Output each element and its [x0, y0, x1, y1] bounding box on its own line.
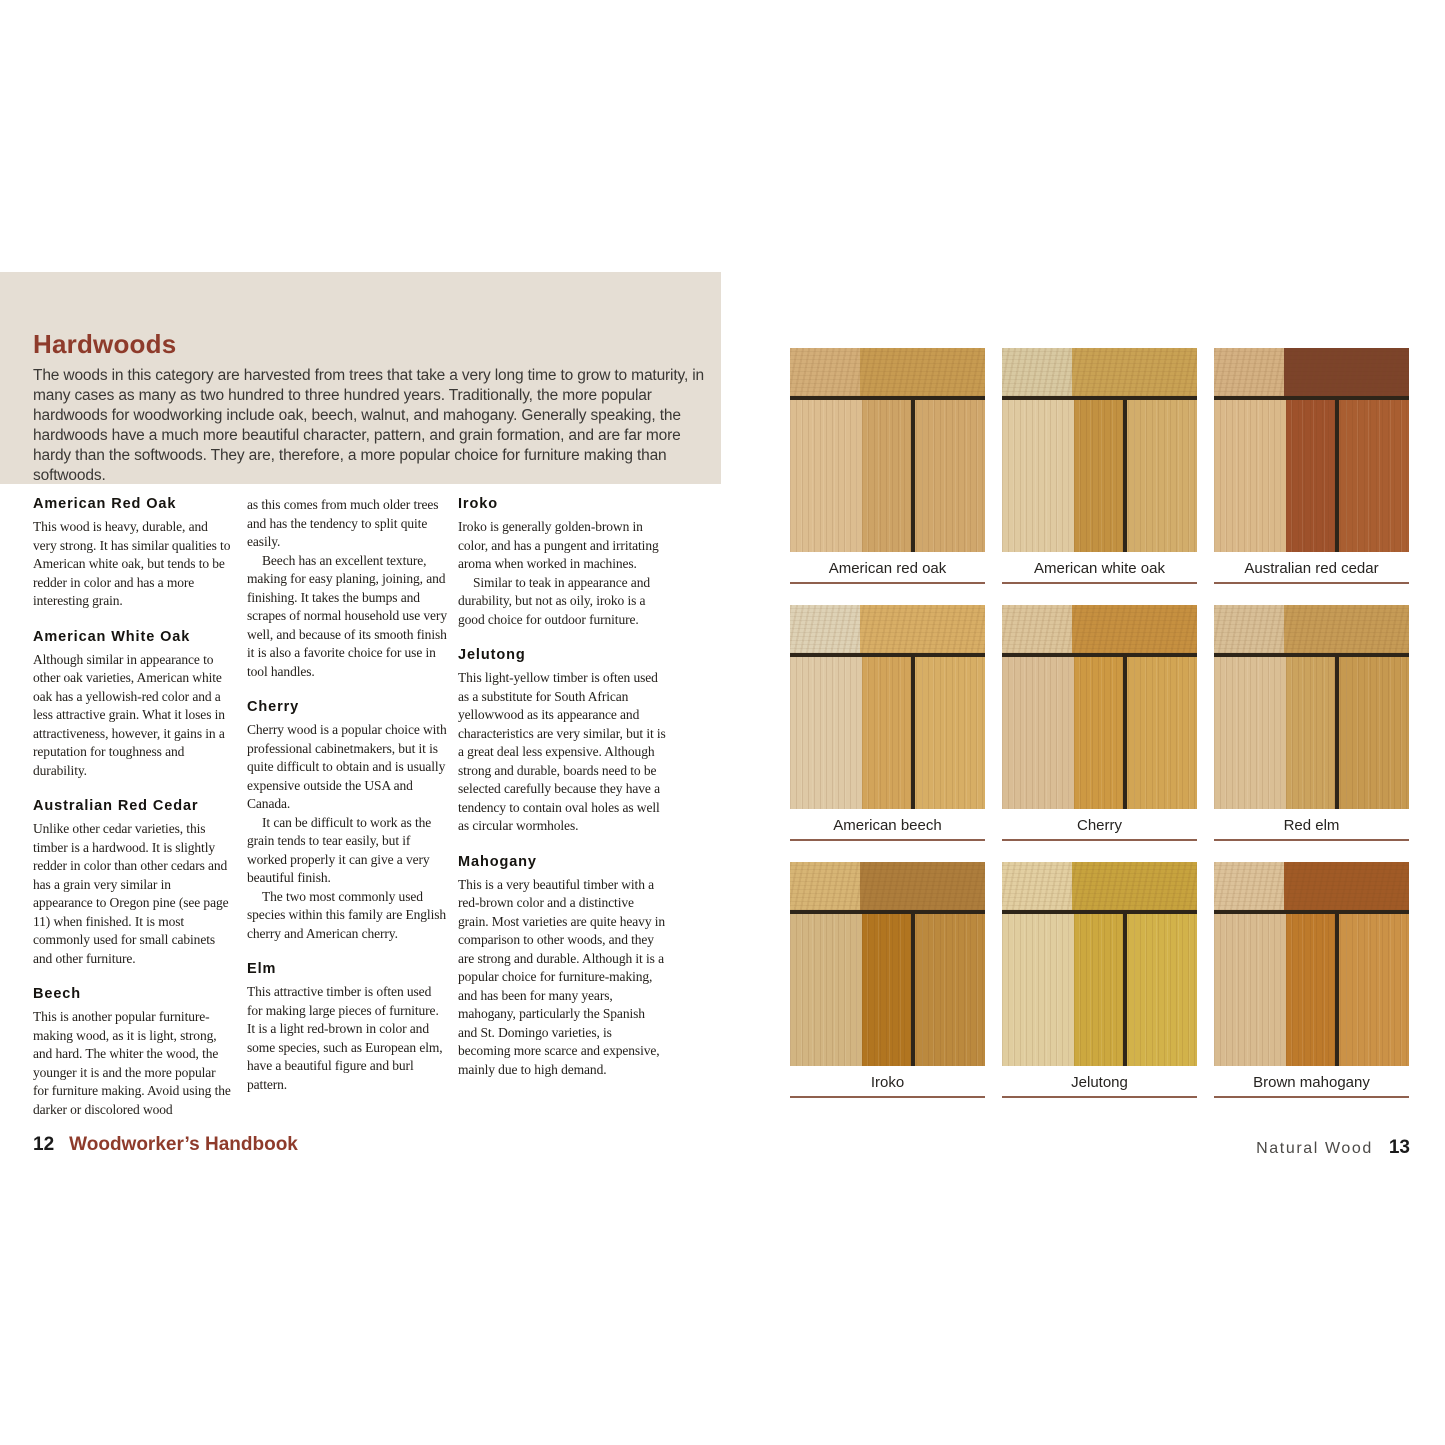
text-column-1 [33, 496, 232, 1119]
wood-paragraph: Cherry wood is a popular choice with professional cabinetmakers, but it is quite difficult to obtain and is usually expensive outside the USA and Canada. [247, 722, 447, 811]
end-grain-strip [790, 348, 985, 396]
wood-swatch-image [1214, 862, 1409, 1066]
wood-heading-cherry: Cherry [247, 699, 300, 715]
wood-swatch-image [1002, 862, 1197, 1066]
wood-swatch-image [1214, 348, 1409, 552]
wood-paragraph: This attractive timber is often used for making large pieces of furniture. It is a light red-brown in color and some species, such as European elm, have a beautiful figure and burl pattern. [247, 984, 443, 1092]
wood-sample-american-beech [790, 605, 985, 841]
caption-rule [1002, 582, 1197, 584]
wood-caption: American beech [833, 817, 942, 834]
wood-paragraph: Iroko is generally golden-brown in color, and has a pungent and irritating aroma when worked in machines. [458, 519, 659, 571]
wood-caption: Jelutong [1071, 1074, 1128, 1091]
face-grain [790, 914, 985, 1066]
book-title: Woodworker’s Handbook [69, 1134, 298, 1155]
wood-caption: American white oak [1034, 560, 1165, 577]
caption-rule [790, 1096, 985, 1098]
face-grain [1002, 914, 1197, 1066]
wood-sample-grid [790, 348, 1409, 1098]
wood-sample-american-red-oak [790, 348, 985, 584]
face-grain [1002, 400, 1197, 552]
wood-heading-jelutong: Jelutong [458, 647, 526, 663]
wood-heading-australian-red-cedar: Australian Red Cedar [33, 798, 199, 814]
wood-paragraph: Although similar in appearance to other oak varieties, American white oak has a yellowish-red color and a less attractive grain. What it loses in attractiveness, however, it gains in a reputation for toughness and durability. [33, 651, 225, 778]
wood-sample-australian-red-cedar [1214, 348, 1409, 584]
wood-paragraph: Similar to teak in appearance and durability, but not as oily, iroko is a good choice for outdoor furniture. [458, 574, 650, 627]
end-grain-strip [1002, 605, 1197, 653]
wood-caption: Australian red cedar [1244, 560, 1379, 577]
face-grain [1214, 914, 1409, 1066]
end-grain-strip [790, 862, 985, 910]
wood-paragraph: This wood is heavy, durable, and very strong. It has similar qualities to American white oak, but tends to be redder in color and has a more interesting grain. [33, 519, 231, 608]
wood-heading-american-white-oak: American White Oak [33, 628, 191, 645]
joint-line-vertical [911, 400, 915, 552]
wood-heading-mahogany: Mahogany [458, 853, 537, 870]
caption-rule [790, 839, 985, 841]
wood-caption: Brown mahogany [1253, 1074, 1370, 1091]
face-grain [790, 400, 985, 552]
joint-line-vertical [1335, 657, 1339, 809]
section-intro: The woods in this category are harvested from trees that take a very long time to grow to maturity, in many cases as many as two hundred to three hundred years. Traditionally, the more popular hardwoods for woodworking include oak, beech, walnut, and mahogany. Generally speaking, the hardwoods have a much more beautiful character, pattern, and grain formation, and are far more hardy than the softwoods. They are, therefore, a more popular choice for furniture making than softwoods. [33, 367, 705, 484]
wood-swatch-image [1002, 605, 1197, 809]
end-grain-strip [1214, 348, 1409, 396]
text-column-2 [247, 496, 449, 1094]
caption-rule [1214, 839, 1409, 841]
wood-caption: American red oak [828, 560, 947, 577]
end-grain-strip [1002, 862, 1197, 910]
wood-paragraph: The two most commonly used species within this family are English cherry and American cherry. [247, 888, 447, 941]
wood-paragraph-continued: as this comes from much older trees and has the tendency to split quite easily. [247, 497, 439, 549]
section-title: Hardwoods [33, 329, 177, 359]
joint-line-vertical [1335, 914, 1339, 1066]
caption-rule [1214, 582, 1409, 584]
end-grain-strip [790, 605, 985, 653]
wood-caption: Iroko [870, 1074, 905, 1091]
page-number-left: 12 [33, 1134, 55, 1155]
wood-swatch-image [1002, 348, 1197, 552]
joint-line-vertical [1123, 914, 1127, 1066]
chapter-title: Natural Wood [1256, 1140, 1373, 1157]
caption-rule [1214, 1096, 1409, 1098]
wood-sample-jelutong [1002, 862, 1197, 1098]
end-grain-strip [1214, 862, 1409, 910]
joint-line-vertical [911, 657, 915, 809]
wood-swatch-image [790, 862, 985, 1066]
wood-paragraph: This is another popular furniture-making wood, as it is light, strong, and hard. The whiter the wood, the younger it is and the more popular for furniture making. Avoid using the darker or discolored wood [33, 1009, 231, 1117]
wood-sample-american-white-oak [1002, 348, 1197, 584]
caption-rule [1002, 1096, 1197, 1098]
end-grain-strip [1002, 348, 1197, 396]
wood-heading-iroko: Iroko [458, 496, 498, 512]
face-grain [790, 657, 985, 809]
face-grain [1002, 657, 1197, 809]
joint-line-vertical [1335, 400, 1339, 552]
wood-paragraph: Unlike other cedar varieties, this timber is a hardwood. It is slightly redder in color than other cedars and has a grain very similar in appearance to Oregon pine (see page 11) when finished. It is most commonly used for small cabinets and other furniture. [33, 821, 229, 966]
wood-heading-beech: Beech [33, 986, 82, 1002]
wood-sample-red-elm [1214, 605, 1409, 841]
wood-swatch-image [790, 605, 985, 809]
wood-sample-iroko [790, 862, 985, 1098]
left-footer [33, 1134, 298, 1156]
wood-caption: Cherry [1076, 817, 1122, 834]
wood-paragraph: Beech has an excellent texture, making for easy planing, joining, and finishing. It takes the bumps and scrapes of normal household use very well, and because of its smooth finish it is also a favorite choice for use in tool handles. [247, 552, 447, 679]
wood-swatch-image [1214, 605, 1409, 809]
face-grain [1214, 657, 1409, 809]
wood-sample-cherry [1002, 605, 1197, 841]
wood-sample-brown-mahogany [1214, 862, 1409, 1098]
wood-heading-elm: Elm [247, 961, 277, 977]
wood-caption: Red elm [1283, 817, 1340, 834]
wood-paragraph: This is a very beautiful timber with a red-brown color and a distinctive grain. Most varieties are quite heavy in comparison to other woods, and they are strong and durable. Although it is a popular choice for furniture-making, and has been for many years, mahogany, particularly the Spanish and St. Domingo varieties, is becoming more scarce and expensive, mainly due to high demand. [458, 876, 666, 1077]
wood-paragraph: This light-yellow timber is often used as a substitute for South African yellowwood as its appearance and characteristics are very similar, but it is a great deal less expensive. Although strong and durable, boards need to be selected carefully because they have a tendency to contain oval holes as well as circular wormholes. [458, 670, 666, 833]
right-footer [1256, 1137, 1410, 1159]
joint-line-vertical [1123, 400, 1127, 552]
caption-rule [790, 582, 985, 584]
joint-line-vertical [1123, 657, 1127, 809]
wood-paragraph: It can be difficult to work as the grain tends to tear easily, but if worked properly it can give a very beautiful finish. [247, 814, 432, 885]
face-grain [1214, 400, 1409, 552]
text-column-3 [458, 496, 666, 1079]
caption-rule [1002, 839, 1197, 841]
wood-heading-american-red-oak: American Red Oak [33, 496, 177, 512]
wood-swatch-image [790, 348, 985, 552]
joint-line-vertical [911, 914, 915, 1066]
page-number-right: 13 [1388, 1137, 1410, 1158]
hardwoods-intro-box [0, 272, 721, 484]
end-grain-strip [1214, 605, 1409, 653]
